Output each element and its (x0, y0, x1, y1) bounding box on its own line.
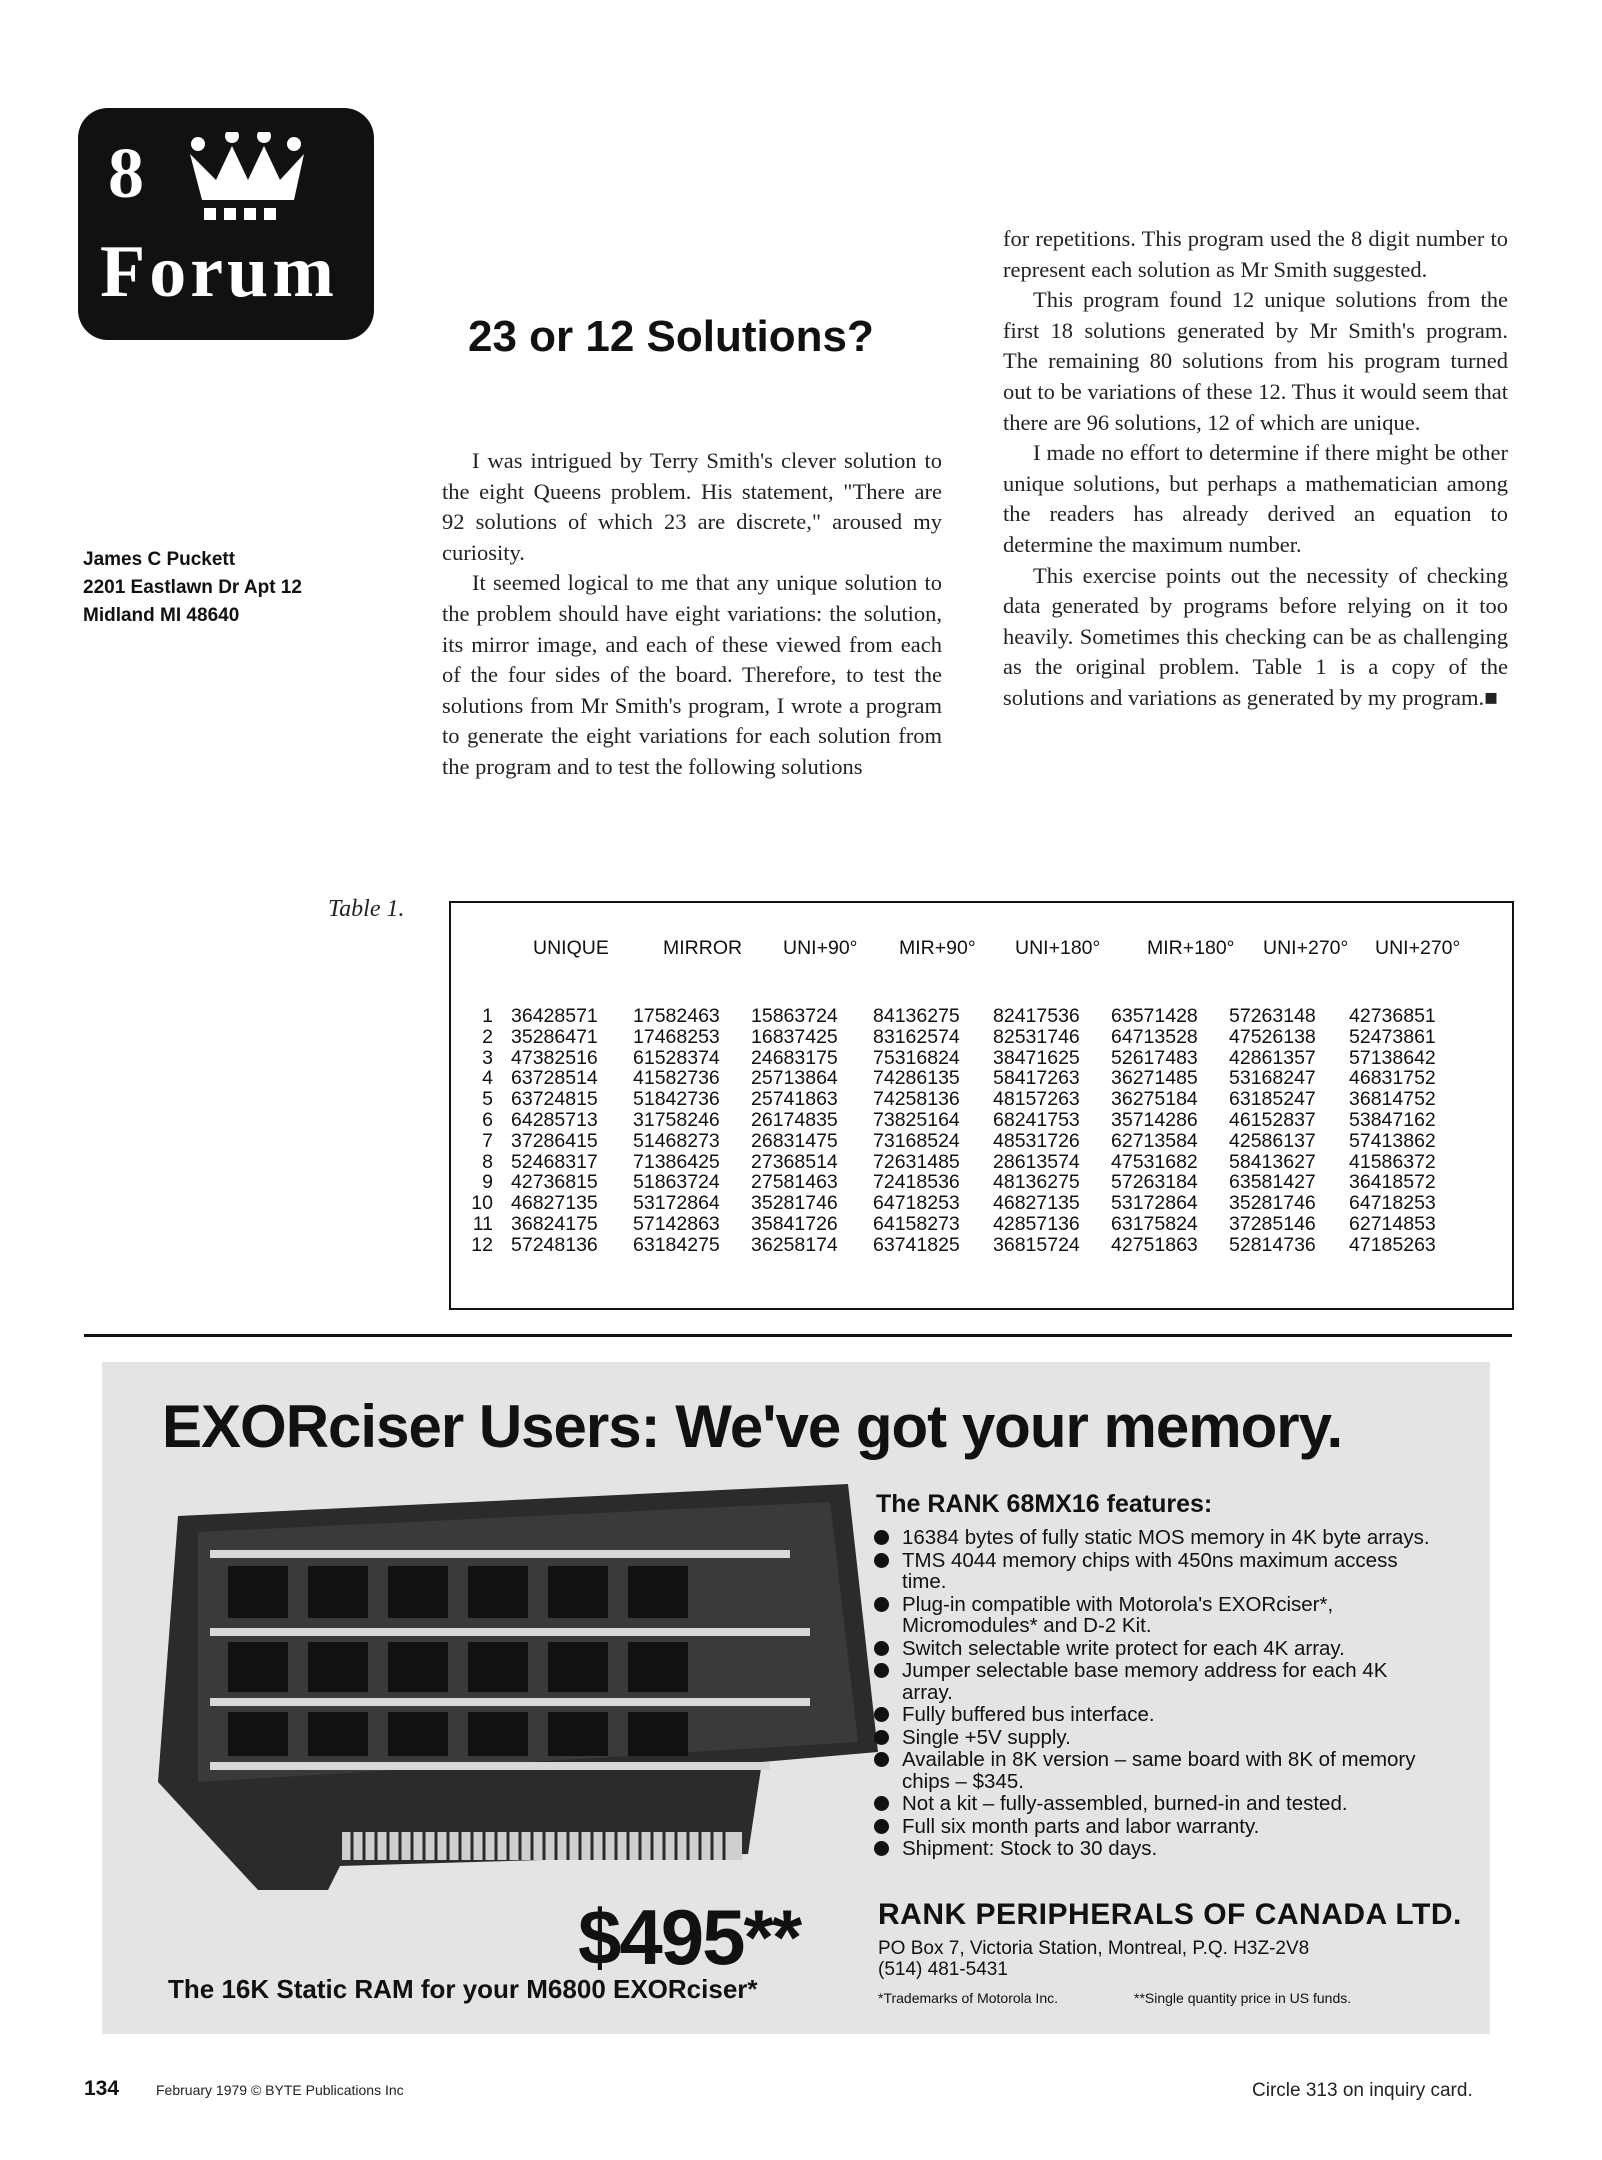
table-cell: 64718253 (1349, 1192, 1436, 1215)
author-street: 2201 Eastlawn Dr Apt 12 (83, 577, 302, 598)
table-cell: 57248136 (511, 1233, 598, 1256)
bullet-icon (874, 1707, 889, 1722)
table-cell: 52617483 (1111, 1046, 1198, 1069)
table-cell: 47526138 (1229, 1025, 1316, 1048)
table-cell: 74286135 (873, 1067, 960, 1090)
article-column-2 (1003, 224, 1508, 714)
bullet-icon (874, 1819, 889, 1834)
bullet-icon (874, 1752, 889, 1767)
table-cell: 47531682 (1111, 1150, 1198, 1173)
table-header-cell: MIRROR (663, 937, 743, 959)
paragraph: It seemed logical to me that any unique solution to the problem should have eight variations: the solution, its mirror image, and each of these viewed from each of the four sides of the board. Therefore, to test the solutions from Mr Smith's program, I wrote a program to generate the eight variations for each solution from the program and to test the following solutions (442, 570, 942, 779)
table-cell: 42736851 (1349, 1005, 1436, 1027)
bullet-icon (874, 1841, 889, 1856)
table-cell: 25741863 (751, 1088, 838, 1111)
table-cell: 42736815 (511, 1171, 598, 1194)
table-cell: 51842736 (633, 1088, 720, 1111)
table-cell: 17582463 (633, 1005, 720, 1027)
bullet-icon (874, 1553, 889, 1568)
table-cell: 61528374 (633, 1046, 720, 1069)
table-cell: 74258136 (873, 1088, 960, 1111)
features-list (872, 1527, 1432, 1861)
table-cell: 64718253 (873, 1192, 960, 1215)
table-cell: 48157263 (993, 1088, 1080, 1111)
table-header-cell: UNI+270° (1263, 937, 1349, 959)
table-cell: 63581427 (1229, 1171, 1316, 1194)
paragraph: for repetitions. This program used the 8 digit number to represent each solution as Mr Smith suggested. (1003, 226, 1508, 282)
table-caption: Table 1. (328, 896, 405, 922)
table-cell: 36271485 (1111, 1067, 1198, 1090)
table-cell: 51468273 (633, 1129, 720, 1152)
paragraph: I was intrigued by Terry Smith's clever solution to the eight Queens problem. His statement, "There are 92 solutions of which 23 are discrete," aroused my curiosity. (442, 448, 942, 565)
table-cell: 53847162 (1349, 1109, 1436, 1131)
table-cell: 24683175 (751, 1046, 838, 1069)
table-cell: 35714286 (1111, 1109, 1198, 1131)
table-cell: 64285713 (511, 1109, 598, 1131)
feature-item: Switch selectable write protect for each 4K array. (872, 1638, 1432, 1660)
table-cell: 64158273 (873, 1213, 960, 1235)
table-cell: 36815724 (993, 1233, 1080, 1256)
table-cell: 73825164 (873, 1109, 960, 1131)
table-cell: 63571428 (1111, 1005, 1198, 1027)
table-cell: 46827135 (993, 1192, 1080, 1215)
table-cell: 82417536 (993, 1005, 1080, 1027)
paragraph: This program found 12 unique solutions from the first 18 solutions generated by Mr Smith's program. The remaining 80 solutions from his program turned out to be variations of these 12. Thus it would seem that there are 96 solutions, 12 of which are unique. (1003, 287, 1508, 435)
feature-item: Fully buffered bus interface. (872, 1704, 1432, 1726)
table-cell: 58413627 (1229, 1150, 1316, 1173)
article-column-1 (442, 446, 942, 783)
row-number: 3 (482, 1046, 493, 1069)
table-header-cell: MIR+180° (1147, 937, 1235, 959)
table-cell: 36814752 (1349, 1088, 1436, 1111)
table-header-cell: UNI+270° (1375, 937, 1461, 959)
table-cell: 26174835 (751, 1109, 838, 1131)
feature-item: TMS 4044 memory chips with 450ns maximum access time. (872, 1550, 1432, 1593)
row-number: 6 (482, 1109, 493, 1131)
table-header-cell: UNI+180° (1015, 937, 1101, 959)
footer-date: February 1979 © BYTE Publications Inc (156, 2082, 404, 2098)
bullet-icon (874, 1530, 889, 1545)
paragraph: This exercise points out the necessity of checking data generated by programs before relying on it too heavily. Sometimes this checking can be as challenging as the original problem. Table 1 is a copy of the solutions and variations as generated by my program.■ (1003, 562, 1508, 710)
row-number: 12 (471, 1233, 493, 1256)
table-cell: 42586137 (1229, 1129, 1316, 1152)
table-cell: 46831752 (1349, 1067, 1436, 1090)
table-cell: 82531746 (993, 1025, 1080, 1048)
row-number: 9 (482, 1171, 493, 1194)
bullet-icon (874, 1730, 889, 1745)
table-cell: 35281746 (751, 1192, 838, 1215)
trademark-note: *Trademarks of Motorola Inc. (878, 1990, 1058, 2006)
feature-item: Shipment: Stock to 30 days. (872, 1838, 1432, 1860)
table-cell: 37286415 (511, 1129, 598, 1152)
ad-headline: EXORciser Users: We've got your memory. (162, 1393, 1343, 1460)
company-name: RANK PERIPHERALS OF CANADA LTD. (878, 1898, 1462, 1931)
feature-item: Single +5V supply. (872, 1727, 1432, 1749)
bullet-icon (874, 1796, 889, 1811)
logo-number: 8 (108, 133, 144, 213)
table-cell: 63175824 (1111, 1213, 1198, 1235)
feature-item: Plug-in compatible with Motorola's EXORciser*, Micromodules* and D-2 Kit. (872, 1594, 1432, 1637)
crown-icon (176, 132, 316, 228)
table-cell: 36428571 (511, 1005, 598, 1027)
row-number: 10 (471, 1192, 493, 1215)
table-cell: 48531726 (993, 1129, 1080, 1152)
table-cell: 47185263 (1349, 1233, 1436, 1256)
company-address-block (878, 1938, 1309, 1980)
table-cell: 83162574 (873, 1025, 960, 1048)
table-cell: 57413862 (1349, 1129, 1436, 1152)
table-cell: 57142863 (633, 1213, 720, 1235)
table-cell: 53172864 (633, 1192, 720, 1215)
table-cell: 15863724 (751, 1005, 838, 1027)
logo-word: Forum (100, 231, 338, 313)
table-cell: 72418536 (873, 1171, 960, 1194)
feature-item: 16384 bytes of fully static MOS memory in 4K byte arrays. (872, 1527, 1432, 1549)
table-cell: 38471625 (993, 1046, 1080, 1069)
table-cell: 26831475 (751, 1129, 838, 1152)
table-cell: 51863724 (633, 1171, 720, 1194)
table-cell: 42857136 (993, 1213, 1080, 1235)
table-cell: 58417263 (993, 1067, 1080, 1090)
table-cell: 17468253 (633, 1025, 720, 1048)
table-cell: 52473861 (1349, 1025, 1436, 1048)
table-cell: 63185247 (1229, 1088, 1316, 1111)
row-number: 5 (482, 1088, 493, 1111)
inquiry-note: Circle 313 on inquiry card. (1252, 2080, 1473, 2101)
table-cell: 46152837 (1229, 1109, 1316, 1131)
table-cell: 31758246 (633, 1109, 720, 1131)
table-cell: 37285146 (1229, 1213, 1316, 1235)
table-cell: 62713584 (1111, 1129, 1198, 1152)
table-cell: 27368514 (751, 1150, 838, 1173)
table-cell: 73168524 (873, 1129, 960, 1152)
table-cell: 63724815 (511, 1088, 598, 1111)
author-name: James C Puckett (83, 549, 236, 570)
table-cell: 16837425 (751, 1025, 838, 1048)
table-cell: 36824175 (511, 1213, 598, 1235)
row-number: 4 (482, 1067, 493, 1090)
bullet-icon (874, 1597, 889, 1612)
table-cell: 53168247 (1229, 1067, 1316, 1090)
forum-logo (78, 108, 374, 340)
row-number: 11 (472, 1213, 493, 1235)
table-cell: 35841726 (751, 1213, 838, 1235)
table-cell: 48136275 (993, 1171, 1080, 1194)
table-cell: 57138642 (1349, 1046, 1436, 1069)
table-cell: 36258174 (751, 1233, 838, 1256)
table-cell: 71386425 (633, 1150, 720, 1173)
feature-item: Available in 8K version – same board with 8K of memory chips – $345. (872, 1749, 1432, 1792)
table-cell: 63741825 (873, 1233, 960, 1256)
price-note: **Single quantity price in US funds. (1134, 1990, 1352, 2006)
table-cell: 57263148 (1229, 1005, 1316, 1027)
table-header-cell: UNIQUE (533, 937, 609, 959)
table-cell: 64713528 (1111, 1025, 1198, 1048)
divider (84, 1334, 1512, 1337)
table-cell: 63184275 (633, 1233, 720, 1256)
table-cell: 53172864 (1111, 1192, 1198, 1215)
table-cell: 75316824 (873, 1046, 960, 1069)
bullet-icon (874, 1641, 889, 1656)
advertisement (102, 1362, 1490, 2034)
feature-item: Jumper selectable base memory address for each 4K array. (872, 1660, 1432, 1703)
company-address: PO Box 7, Victoria Station, Montreal, P.Q. H3Z-2V8 (878, 1938, 1310, 1959)
row-number: 2 (482, 1025, 493, 1048)
bullet-icon (874, 1663, 889, 1678)
table-cell: 41586372 (1349, 1150, 1436, 1173)
row-number: 1 (482, 1005, 493, 1027)
table-cell: 42861357 (1229, 1046, 1316, 1069)
table-header-cell: UNI+90° (783, 937, 858, 959)
feature-item: Not a kit – fully-assembled, burned-in and tested. (872, 1793, 1432, 1815)
table-cell: 57263184 (1111, 1171, 1198, 1194)
table-cell: 28613574 (993, 1150, 1080, 1173)
circuit-board-image (158, 1462, 878, 1890)
row-number: 7 (482, 1129, 493, 1152)
table-cell: 35281746 (1229, 1192, 1316, 1215)
row-number: 8 (482, 1150, 493, 1173)
table-cell: 36275184 (1111, 1088, 1198, 1111)
ad-tagline: The 16K Static RAM for your M6800 EXORciser* (168, 1974, 758, 2004)
table-cell: 72631485 (873, 1150, 960, 1173)
author-city: Midland MI 48640 (83, 605, 240, 626)
table-cell: 36418572 (1349, 1171, 1436, 1194)
company-block (872, 1894, 1462, 2012)
table-cell: 46827135 (511, 1192, 598, 1215)
article-title: 23 or 12 Solutions? (468, 312, 874, 361)
table-cell: 25713864 (751, 1067, 838, 1090)
author-block (83, 546, 302, 630)
ad-price: $495** (578, 1893, 801, 1981)
table-cell: 35286471 (511, 1025, 598, 1048)
table-cell: 63728514 (511, 1067, 598, 1090)
table-cell: 47382516 (511, 1046, 598, 1069)
table-cell: 68241753 (993, 1109, 1080, 1131)
table-cell: 52468317 (511, 1150, 598, 1173)
table-cell: 41582736 (633, 1067, 720, 1090)
page-number: 134 (84, 2077, 120, 2100)
paragraph: I made no effort to determine if there might be other unique solutions, but perhaps a mathematician among the readers has already derived an equation to determine the maximum number. (1003, 440, 1508, 557)
table-cell: 42751863 (1111, 1233, 1198, 1256)
solutions-table (449, 901, 1514, 1310)
table-cell: 27581463 (751, 1171, 838, 1194)
features-title: The RANK 68MX16 features: (876, 1490, 1213, 1518)
table-cell: 62714853 (1349, 1213, 1436, 1235)
table-cell: 84136275 (873, 1005, 960, 1027)
company-phone: (514) 481-5431 (878, 1959, 1008, 1980)
table-cell: 52814736 (1229, 1233, 1316, 1256)
feature-item: Full six month parts and labor warranty. (872, 1816, 1432, 1838)
table-header-cell: MIR+90° (899, 937, 976, 959)
